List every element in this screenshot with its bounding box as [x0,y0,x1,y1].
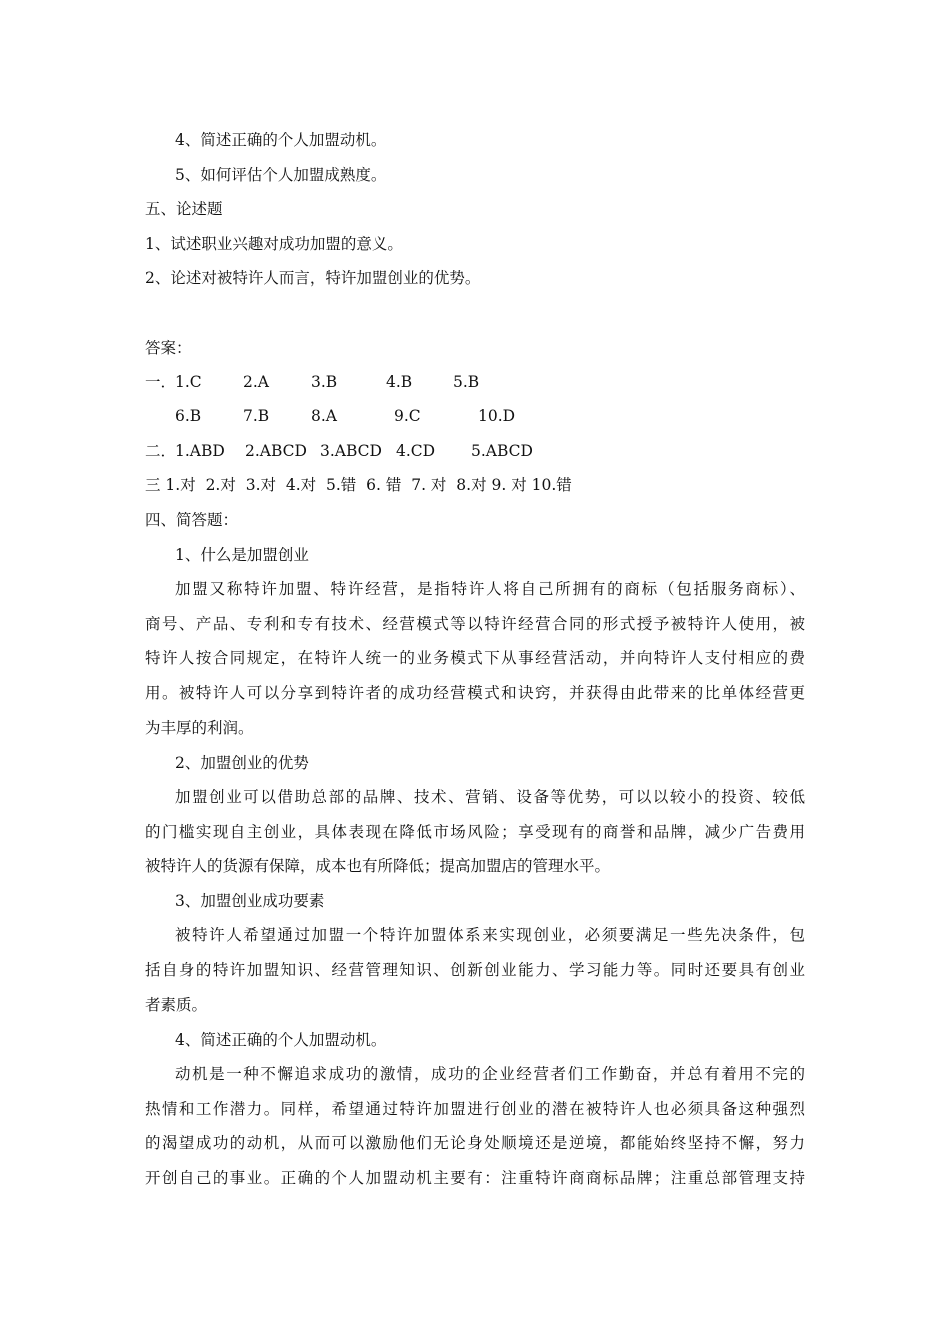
paragraph-line: 为丰厚的利润。 [145,719,254,737]
answers-part1-row1 [0,372,950,392]
answers-part2 [0,441,950,461]
paragraph-line: 的门槛实现自主创业，具体表现在降低市场风险；享受现有的商誉和品牌，减少广告费用 [145,823,805,841]
answers-heading: 答案： [145,339,192,357]
paragraph-line: 用。被特许人可以分享到特许者的成功经营模式和诀窍，并获得由此带来的比单体经营更 [145,684,805,702]
part2-label: 二． [145,442,177,460]
paragraph-line: 括自身的特许加盟知识、经营管理知识、创新创业能力、学习能力等。同时还要具有创业 [145,961,805,979]
answer-item: 2.A [243,373,269,391]
question-5: 5、如何评估个人加盟成熟度。 [175,166,387,184]
answer-item: 1.ABD [175,442,225,460]
essay-question-2: 2、论述对被特许人而言，特许加盟创业的优势。 [145,269,481,287]
question-4: 4、简述正确的个人加盟动机。 [175,131,387,149]
answer-item: 6.B [175,407,202,425]
answer-item: 4.CD [396,442,436,460]
answer-item: 3.B [311,373,338,391]
short-answer-3-title: 3、加盟创业成功要素 [175,892,325,910]
answer-item: 5.B [453,373,480,391]
section-4-heading: 四、简答题： [145,511,239,529]
answer-item: 5.ABCD [471,442,533,460]
paragraph-line: 商号、产品、专利和专有技术、经营模式等以特许经营合同的形式授予被特许人使用，被 [145,615,805,633]
answers-part1-row2 [0,406,950,426]
paragraph-line: 被特许人希望通过加盟一个特许加盟体系来实现创业，必须要满足一些先决条件，包 [175,926,805,944]
paragraph-line: 特许人按合同规定，在特许人统一的业务模式下从事经营活动，并向特许人支付相应的费 [145,649,805,667]
short-answer-4-title: 4、简述正确的个人加盟动机。 [175,1031,387,1049]
paragraph-line: 热情和工作潜力。同样，希望通过特许加盟进行创业的潜在被特许人也必须具备这种强烈 [145,1100,805,1118]
paragraph-line: 的渴望成功的动机，从而可以激励他们无论身处顺境还是逆境，都能始终坚持不懈，努力 [145,1134,805,1152]
short-answer-2-title: 2、加盟创业的优势 [175,754,309,772]
answer-item: 3.ABCD [320,442,382,460]
section-5-heading: 五、论述题 [145,200,223,218]
essay-question-1: 1、试述职业兴趣对成功加盟的意义。 [145,235,403,253]
paragraph-line: 动机是一种不懈追求成功的激情，成功的企业经营者们工作勤奋，并总有着用不完的 [175,1065,805,1083]
answer-item: 2.ABCD [245,442,307,460]
answer-item: 9.C [394,407,421,425]
answer-item: 8.A [311,407,337,425]
answer-item: 4.B [386,373,413,391]
paragraph-line: 加盟创业可以借助总部的品牌、技术、营销、设备等优势，可以以较小的投资、较低 [175,788,805,806]
answer-item: 1.C [175,373,202,391]
part1-label: 一． [145,373,177,391]
paragraph-line: 者素质。 [145,996,208,1014]
paragraph-line: 被特许人的货源有保障，成本也有所降低；提高加盟店的管理水平。 [145,857,611,875]
answers-part3: 三 1.对 2.对 3.对 4.对 5.错 6. 错 7. 对 8.对 9. 对 10.错 [145,476,572,494]
answer-item: 10.D [478,407,516,425]
paragraph-line: 开创自己的事业。正确的个人加盟动机主要有：注重特许商商标品牌；注重总部管理支持 [145,1169,805,1187]
paragraph-line: 加盟又称特许加盟、特许经营，是指特许人将自己所拥有的商标（包括服务商标）、 [175,580,805,598]
short-answer-1-title: 1、什么是加盟创业 [175,546,309,564]
answer-item: 7.B [243,407,270,425]
